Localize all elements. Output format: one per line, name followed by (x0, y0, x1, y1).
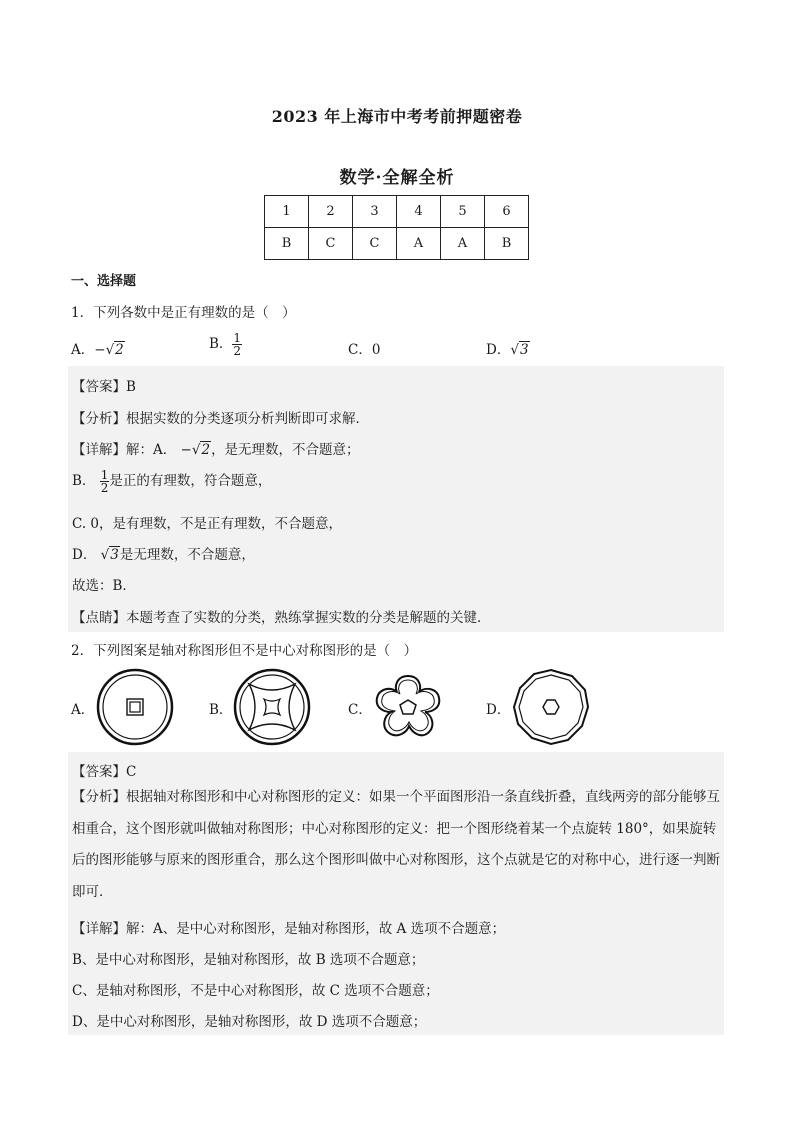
q2-solution-box (68, 752, 724, 1035)
question-number: 5 (441, 196, 485, 228)
q1-choice: 故选：B． (72, 578, 136, 594)
document-subtitle: 数学·全解全析 (339, 168, 455, 188)
q1-option-b (209, 332, 242, 357)
q2-detail-a: 【详解】解：A、是中心对称图形，是轴对称图形，故 A 选项不合题意； (72, 921, 506, 937)
section-heading: 一、选择题 (71, 274, 137, 289)
answer-table-answer-row (265, 228, 529, 260)
sqrt-expression: √3 (510, 342, 529, 358)
q1-analysis: 【分析】根据实数的分类逐项分析判断即可求解． (72, 411, 369, 427)
q2-option-c-label: C． (348, 702, 372, 718)
q2-detail-c: C、是轴对称图形，不是中心对称图形，故 C 选项不合题意； (72, 983, 439, 999)
question-number: 2 (309, 196, 353, 228)
detail-text: 是无理数，不合题意， (119, 547, 255, 563)
fraction (232, 332, 242, 357)
detail-text: 是正的有理数，符合题意， (109, 473, 272, 489)
q2-answer: 【答案】C (72, 764, 137, 780)
fraction (100, 469, 110, 494)
radicand: 3 (110, 547, 119, 563)
sqrt-expression: √3 (100, 547, 119, 563)
question-1-stem: 1．下列各数中是正有理数的是（ ） (71, 305, 296, 321)
q2-option-a-label: A． (71, 702, 95, 718)
q1-option-c: C．0 (348, 342, 381, 358)
radicand: 2 (201, 442, 211, 458)
q1-solution-box (68, 366, 724, 632)
q2-detail-b: B、是中心对称图形，是轴对称图形，故 B 选项不合题意； (72, 952, 425, 968)
q2-analysis: 【分析】根据轴对称图形和中心对称图形的定义：如果一个平面图形沿一条直线折叠，直线两旁的部分能够互相重合，这个图形就叫做轴对称图形；中心对称图形的定义：把一个图形绕着某一个点旋转 180°，如果旋转后的图形能够与原来的图形重合，那么这个图形叫做中心对称图形，这个点就是它的对称中心，进行逐一判断即可． (72, 789, 720, 900)
q1-option-a (71, 338, 125, 358)
coin-curved-square-icon (233, 668, 311, 746)
q2-option-b-label: B． (209, 702, 233, 718)
answer-cell: B (485, 228, 529, 260)
question-number: 6 (485, 196, 529, 228)
option-label: B． (72, 473, 96, 489)
q2-option-d-label: D． (486, 702, 511, 718)
q1-detail-d (72, 543, 255, 563)
option-label: D． (72, 547, 97, 563)
detail-prefix: 【详解】解：A． (72, 442, 177, 458)
answer-cell: A (397, 228, 441, 260)
q1-answer: 【答案】B (72, 379, 136, 395)
answer-cell: A (441, 228, 485, 260)
document-title: 2023 年上海市中考考前押题密卷 (271, 107, 523, 126)
coin-square-hole-icon (96, 668, 174, 746)
detail-text: ，是无理数，不合题意； (211, 442, 360, 458)
answer-table (264, 195, 529, 260)
answer-cell: C (309, 228, 353, 260)
q1-comment: 【点睛】本题考查了实数的分类，熟练掌握实数的分类是解题的关键． (72, 610, 491, 626)
octagon-hexagon-icon (512, 668, 590, 746)
minus-sign: − (180, 442, 192, 458)
q1-detail-a (72, 438, 360, 458)
option-label: D． (486, 342, 511, 358)
denominator: 2 (233, 344, 242, 358)
minus-sign: − (94, 342, 106, 358)
numerator: 1 (100, 468, 109, 482)
question-number: 3 (353, 196, 397, 228)
answer-cell: C (353, 228, 397, 260)
sqrt-expression: √2 (191, 442, 211, 458)
option-label: A． (71, 342, 95, 358)
q2-detail-d: D、是中心对称图形，是轴对称图形，故 D 选项不合题意； (72, 1014, 427, 1030)
radicand: 2 (115, 342, 124, 358)
denominator: 2 (100, 481, 109, 495)
answer-cell: B (265, 228, 309, 260)
q1-detail-c: C. 0，是有理数，不是正有理数，不合题意， (72, 516, 343, 532)
option-label: B． (209, 336, 233, 352)
plum-flower-icon (370, 670, 446, 744)
q1-option-d (486, 338, 530, 358)
sqrt-expression: √2 (105, 342, 124, 358)
question-number: 1 (265, 196, 309, 228)
question-2-stem: 2．下列图案是轴对称图形但不是中心对称图形的是（ ） (71, 643, 418, 659)
q1-detail-b (72, 469, 271, 494)
question-number: 4 (397, 196, 441, 228)
answer-table-header-row (265, 196, 529, 228)
numerator: 1 (233, 331, 242, 345)
radicand: 3 (519, 342, 529, 358)
